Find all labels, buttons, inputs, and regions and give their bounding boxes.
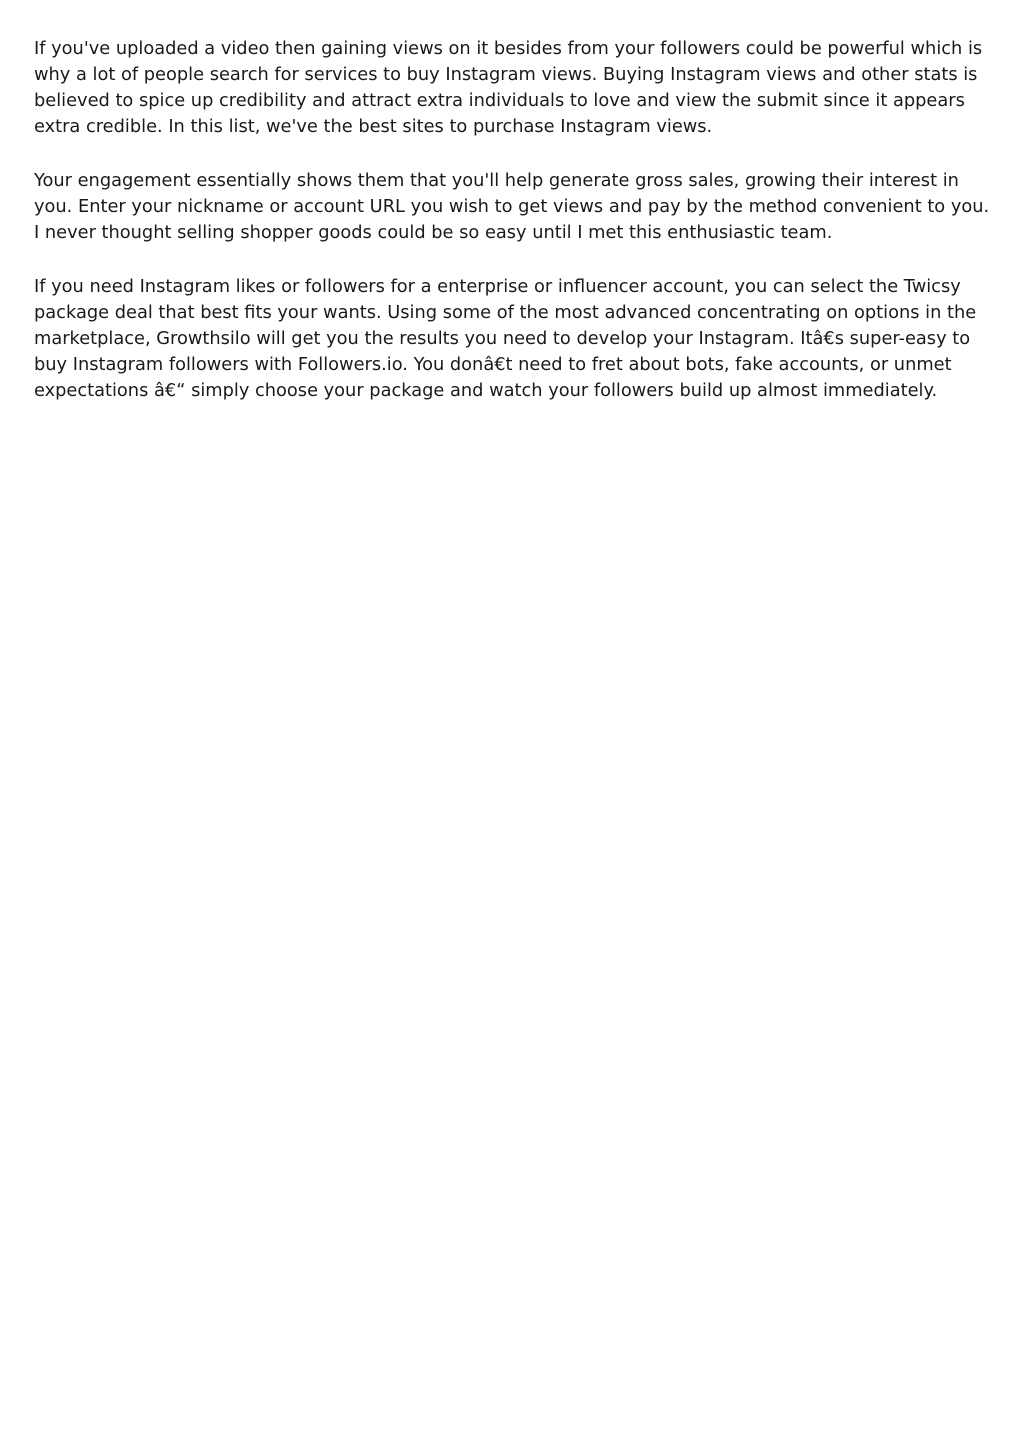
paragraph-1: If you've uploaded a video then gaining views on it besides from your followers could be powerful which is why a lot of people search for services to buy Instagram views. Buying Instagram views and other stats is believed to spice up credibility and attract extra individuals to love and view the submit since it appears extra credible. In this list, we've the best sites to purchase Instagram views. bbox=[34, 38, 983, 137]
paragraph-3: If you need Instagram likes or followers for a enterprise or influencer account, you can select the Twicsy package deal that best fits your wants. Using some of the most advanced concentrating on options in the marketplace, Growthsilo will get you the results you need to develop your Instagram. Itâ€s super-easy to buy Instagram followers with Followers.io. You donâ€t need to fret about bots, fake accounts, or unmet expectations â€“ simply choose your package and watch your followers build up almost immediately. bbox=[34, 276, 977, 401]
document-body bbox=[34, 36, 992, 432]
paragraph-2: Your engagement essentially shows them that you'll help generate gross sales, growing their interest in you. Enter your nickname or account URL you wish to get views and pay by the method convenient to you. I never thought selling shopper goods could be so easy until I met this enthusiastic team. bbox=[34, 170, 990, 243]
